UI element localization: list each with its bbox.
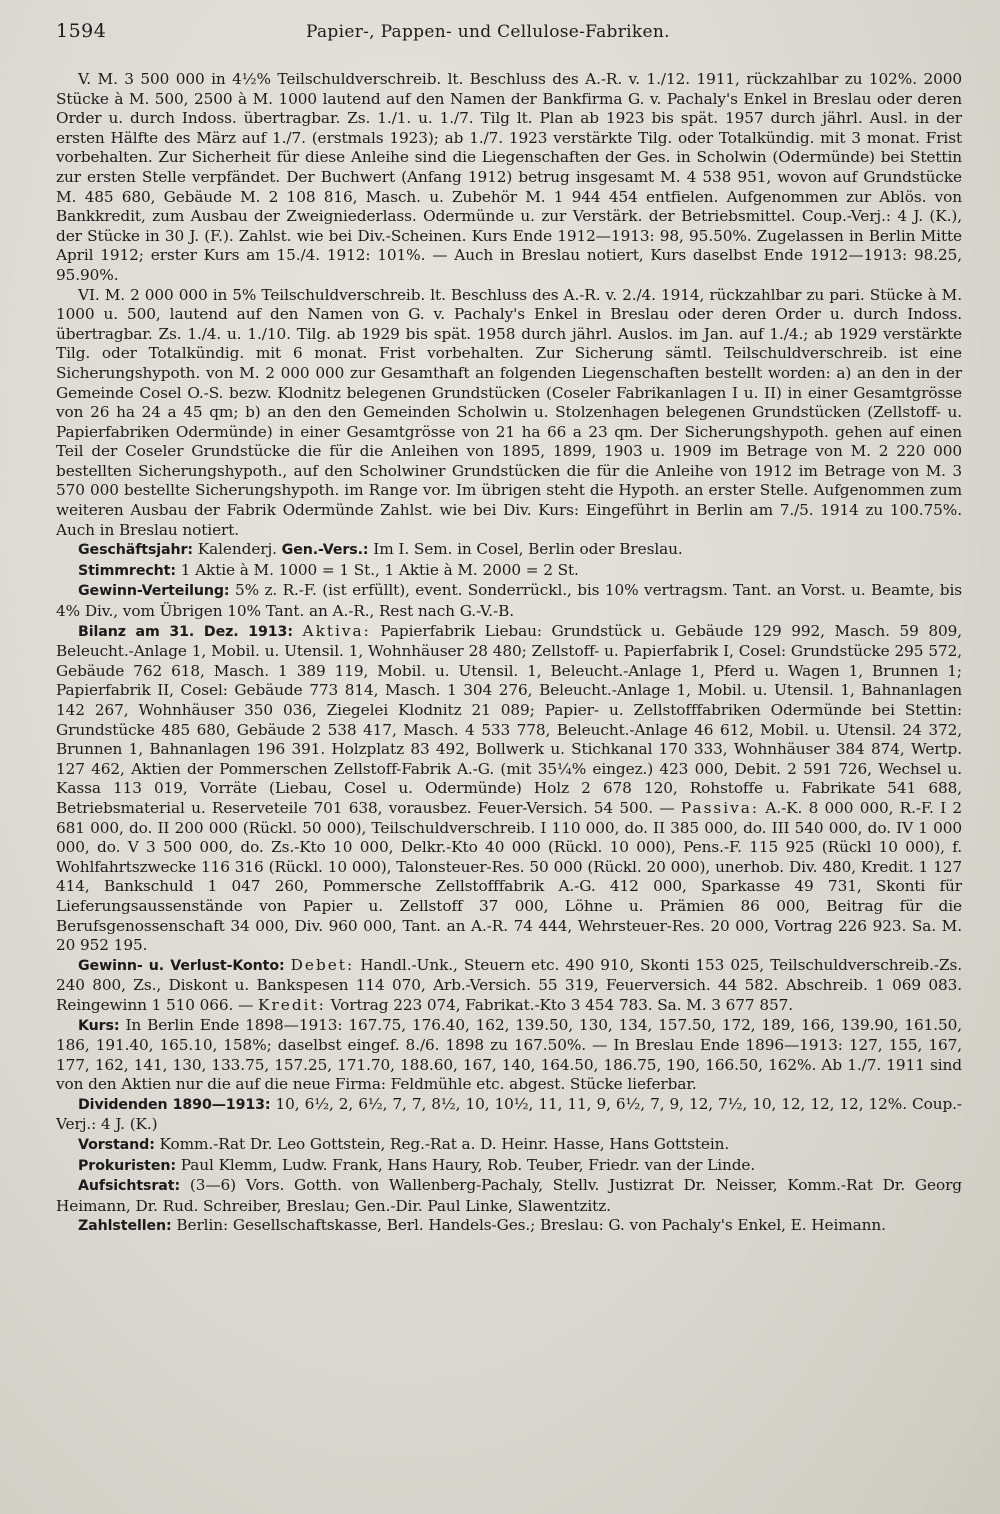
bond-issue-vi: VI. M. 2 000 000 in 5% Teilschuldverschreib. lt. Beschluss des A.-R. v. 2./4. 1914, rückzahlbar zu pari. Stücke à M. 1000 u. 500, lautend auf den Namen von G. v. Pachaly's Enkel in Breslau oder deren Order u. durch Indoss. übertragbar. Zs. 1./4. u. 1./10. Tilg. ab 1929 bis spät. 1958 durch jährl. Auslos. im Jan. auf 1./4.; ab 1929 verstärkte Tilg. oder Totalkündig. mit 6 monat. Frist vorbehalten. Zur Sicherung sämtl. Teilschuldverschreib. ist eine Sicherungshypoth. von M. 2 000 000 zur Gesamthaft an folgenden Liegenschaften bestellt worden: a) an den in der Gemeinde Cosel O.-S. bezw. Klodnitz belegenen Grundstücken (Coseler Fabrikanlagen I u. II) in einer Gesamtgrösse von 26 ha 24 a 45 qm; b) an den den Gemeinden Scholwin u. Stolzenhagen belegenen Grundstücken (Zellstoff- u. Papierfabriken Odermünde) in einer Gesamtgrösse von 21 ha 66 a 23 qm. Der Sicherungshypoth. gehen auf einen Teil der Coseler Grundstücke die für die Anleihen von 1895, 1899, 1903 u. 1909 im Betrage von M. 2 220 000 bestellten Sicherungshypoth., auf den Scholwiner Grundstücken die für die Anleihe von 1912 im Betrage von M. 3 570 000 bestellte Sicherungshypoth. im Range vor. Im übrigen steht die Hypoth. an erster Stelle. Aufgenommen zum weiteren Ausbau der Fabrik Odermünde Zahlst. wie bei Div. Kurs: Eingeführt in Berlin am 7./5. 1914 zu 100.75%. Auch in Breslau notiert. [56,285,962,539]
dividends-text: 10, 6½, 2, 6½, 7, 7, 8½, 10, 10½, 11, 11, 9, 6½, 7, 9, 12, 7½, 10, 12, 12, 12, 12%. Coup.-Verj.: 4 J. (K.) [56,1094,963,1134]
paying-agents-text: Berlin: Gesellschaftskasse, Berl. Handels-Ges.; Breslau: G. von Pachaly's Enkel, E. Heimann. [176,1216,886,1235]
profit-distribution-label: Gewinn-Verteilung: [78,583,230,600]
voting-rights-entry [56,561,962,582]
share-price-entry [56,1016,962,1095]
authorized-signatories-text: Paul Klemm, Ludw. Frank, Hans Haury, Rob. Teuber, Friedr. van der Linde. [180,1155,756,1174]
page-number: 1594 [56,20,107,42]
credit-label: Kredit: [258,995,326,1014]
profit-distribution-entry [56,581,962,621]
share-price-label: Kurs: [78,1017,120,1034]
debit-label: Debet: [290,955,355,974]
balance-sheet-label: Bilanz am 31. Dez. 1913: [78,623,293,640]
voting-rights-text: 1 Aktie à M. 1000 = 1 St., 1 Aktie à M. 2000 = 2 St. [180,560,579,579]
profit-loss-label: Gewinn- u. Verlust-Konto: [78,957,285,974]
assets-label: Aktiva: [302,621,371,640]
balance-sheet-entry [56,622,962,956]
dividends-entry [56,1095,962,1135]
supervisory-board-label: Aufsichtsrat: [78,1178,181,1195]
authorized-signatories-label: Prokuristen: [78,1157,176,1174]
supervisory-board-entry [56,1176,962,1216]
bond-issue-v: V. M. 3 500 000 in 4½% Teilschuldverschreib. lt. Beschluss des A.-R. v. 1./12. 1911, rückzahlbar zu 102%. 2000 Stücke à M. 500, 2500 à M. 1000 lautend auf den Namen der Bankfirma G. v. Pachaly's Enkel in Breslau oder deren Order u. durch Indoss. übertragbar. Zs. 1./1. u. 1./7. Tilg lt. Plan ab 1923 bis spät. 1957 durch jährl. Ausl. in der ersten Hälfte des März auf 1./7. (erstmals 1923); ab 1./7. 1923 verstärkte Tilg. oder Totalkündig. mit 3 monat. Frist vorbehalten. Zur Sicherheit für diese Anleihe sind die Liegenschaften der Ges. in Scholwin (Odermünde) bei Stettin zur ersten Stelle verpfändet. Der Buchwert (Anfang 1912) betrug insgesamt M. 4 538 951, wovon auf Grundstücke M. 485 680, Gebäude M. 2 108 816, Masch. u. Zubehör M. 1 944 454 entfielen. Aufgenommen zur Ablös. von Bankkredit, zum Ausbau der Zweigniederlass. Odermünde u. zur Verstärk. der Betriebsmittel. Coup.-Verj.: 4 J. (K.), der Stücke in 30 J. (F.). Zahlst. wie bei Div.-Scheinen. Kurs Ende 1912—1913: 98, 95.50%. Zugelassen in Berlin Mitte April 1912; erster Kurs am 15./4. 1912: 101%. — Auch in Breslau notiert, Kurs daselbst Ende 1912—1913: 98.25, 95.90%. [56,70,962,284]
board-label: Vorstand: [78,1137,155,1154]
assets-text: Papierfabrik Liebau: Grundstück u. Gebäude 129 992, Masch. 59 809, Beleucht.-Anlage 1, Mobil. u. Utensil. 1, Wohnhäuser 28 480; Zellstoff- u. Papierfabrik I, Cosel: Grundstücke 295 572, Gebäude 762 618, Masch. 1 389 119, Mobil. u. Utensil. 1, Beleucht.-Anlage 1, Pferd u. Wagen 1, Brunnen 1; Papierfabrik II, Cosel: Gebäude 773 814, Masch. 1 304 276, Beleucht.-Anlage 1, Mobil. u. Utensil. 1, Bahnanlagen 142 267, Wohnhäuser 350 036, Ziegelei Klodnitz 21 089; Papier- u. Zellstofffabriken Odermünde bei Stettin: Grundstücke 485 680, Gebäude 2 538 417, Masch. 4 533 778, Beleucht.-Anlage 46 612, Mobil. u. Utensil. 24 372, Brunnen 1, Bahnanlagen 196 391. Holzplatz 83 492, Bollwerk u. Stichkanal 170 333, Wohnhäuser 384 874, Wertp. 127 462, Aktien der Pommerschen Zellstoff-Fabrik A.-G. (mit 35¼% eingez.) 423 000, Debit. 2 591 726, Wechsel u. Kassa 113 019, Vorräte (Liebau, Cosel u. Odermünde) Holz 2 678 120, Rohstoffe u. Fabrikate 541 688, Betriebsmaterial u. Reserveteile 701 638, vorausbez. Feuer-Versich. 54 500. — [56,621,962,817]
share-price-text: In Berlin Ende 1898—1913: 167.75, 176.40, 162, 139.50, 130, 134, 157.50, 172, 189, 166, 139.90, 161.50, 186, 191.40, 165.10, 158%; daselbst eingef. 8./6. 1898 zu 167.50%. — In Breslau Ende 1896—1913: 127, 155, 167, 177, 162, 141, 130, 133.75, 157.25, 171.70, 188.60, 167, 140, 164.50, 186.75, 190, 166.50, 162%. Ab 1./7. 1911 sind von den Aktien nur die auf die neue Firma: Feldmühle etc. abgest. Stücke lieferbar. [56,1015,963,1094]
profit-distribution-text: 5% z. R.-F. (ist erfüllt), event. Sonderrückl., bis 10% vertragsm. Tant. an Vorst. u. Beamte, bis 4% Div., vom Übrigen 10% Tant. an A.-R., Rest nach G.-V.-B. [56,581,963,621]
dividends-label: Dividenden 1890—1913: [78,1096,271,1113]
profit-loss-entry [56,956,962,1016]
liabilities-text: A.-K. 8 000 000, R.-F. I 2 681 000, do. II 200 000 (Rückl. 50 000), Teilschuldverschreib. I 110 000, do. II 385 000, do. III 540 000, do. IV 1 000 000, do. V 3 500 000, do. Zs.-Kto 10 000, Delkr.-Kto 40 000 (Rückl. 10 000), Pens.-F. 115 925 (Rückl 10 000), f. Wohlfahrtszwecke 116 316 (Rückl. 10 000), Talonsteuer-Res. 50 000 (Rückl. 20 000), unerhob. Div. 480, Kredit. 1 127 414, Bankschuld 1 047 260, Pommersche Zellstofffabrik A.-G. 412 000, Sparkasse 49 731, Skonti für Lieferungsaussenstände von Papier u. Zellstoff 37 000, Löhne u. Prämien 86 000, Beitrag für die Berufsgenossenschaft 34 000, Div. 960 000, Tant. an A.-R. 74 444, Wehrsteuer-Res. 20 000, Vortrag 226 923. Sa. M. 20 952 195. [56,798,962,955]
body-text [56,70,962,1237]
board-entry [56,1135,962,1156]
paying-agents-entry [56,1216,962,1237]
credit-text: Vortrag 223 074, Fabrikat.-Kto 3 454 783. Sa. M. 3 677 857. [330,995,793,1014]
fiscal-year-entry [56,540,962,561]
fiscal-year-label: Geschäftsjahr: [78,542,194,559]
authorized-signatories-entry [56,1156,962,1177]
page-header [56,20,962,56]
general-meeting-text: Im I. Sem. in Cosel, Berlin oder Breslau. [373,540,683,559]
supervisory-board-text: (3—6) Vors. Gotth. von Wallenberg-Pachaly, Stellv. Justizrat Dr. Neisser, Komm.-Rat Dr. Georg Heimann, Dr. Rud. Schreiber, Breslau; Gen.-Dir. Paul Linke, Slawentzitz. [56,1176,962,1215]
voting-rights-label: Stimmrecht: [78,562,176,579]
debit-text: Handl.-Unk., Steuern etc. 490 910, Skonti 153 025, Teilschuldverschreib.-Zs. 240 800, Zs., Diskont u. Bankspesen 114 070, Arb.-Versich. 55 319, Feuerversich. 44 582. Abschreib. 1 069 083. Reingewinn 1 510 066. — [56,955,962,1014]
general-meeting-label: Gen.-Vers.: [281,542,369,559]
paying-agents-label: Zahlstellen: [78,1218,172,1235]
running-title: Papier-, Pappen- und Cellulose-Fabriken. [306,22,670,42]
liabilities-label: Passiva: [680,798,760,817]
fiscal-year-text: Kalenderj. [197,540,282,559]
board-text: Komm.-Rat Dr. Leo Gottstein, Reg.-Rat a. D. Heinr. Hasse, Hans Gottstein. [159,1135,730,1154]
